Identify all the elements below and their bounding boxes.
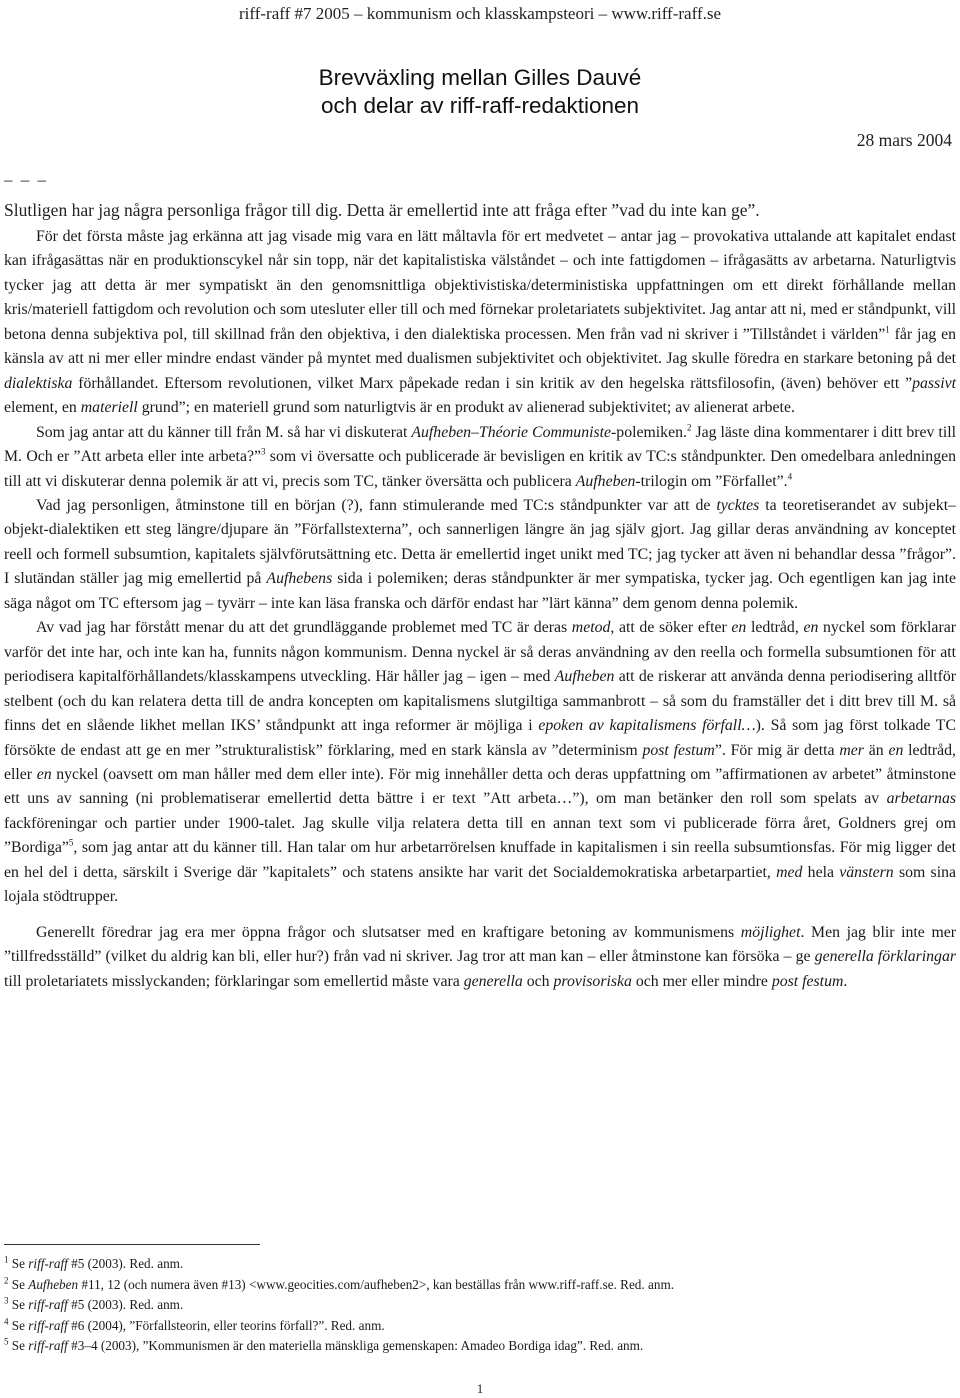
paragraph-5: Generellt föredrar jag era mer öppna frågor och slutsatser med en kraftigare betoning av kommunismens möjlighet. Men jag blir inte mer ”tillfredsställd” (vilket du aldrig kan bli, eller hur?) från vad ni skriver. Jag tror att man kan – eller åtminstone kan försöka – ge generella förklaringar till proletariatets misslyckanden; förklaringar som emellertid måste vara generella och provisoriska och mer eller mindre post festum. xyxy=(4,923,956,990)
opening-line: Slutligen har jag några personliga frågor till dig. Detta är emellertid inte att fråga efter ”vad du inte kan ge”. xyxy=(4,200,760,220)
footnotes xyxy=(4,1254,956,1357)
page-number: 1 xyxy=(476,1381,484,1396)
title-line-2: och delar av riff-raff-redaktionen xyxy=(320,93,640,118)
section-separator: – – – xyxy=(4,170,48,189)
footnote-5: $^5$ Se riff-raff #3–4 (2003), ”Kommunismen är den materiella mänskliga gemenskapen: Amadeo Bordiga idag”. Red. anm. xyxy=(4,1336,644,1354)
letter-date: 28 mars 2004 xyxy=(856,130,952,150)
paragraph-2: Som jag antar att du känner till från M. så har vi diskuterat Aufheben–Théorie Communiste-polemiken.$^2$ Jag läste dina kommentarer i ditt brev till M. Och er ”Att arbeta eller inte arbeta?”$^3$ som vi översatte och publicerade är bevisligen en kritik av TC:s ståndpunkter. Den omedelbara anledningen till att vi diskuterar denna polemik är att vi, precis som TC, tänker översätta och publicera Aufheben-trilogin om ”Förfallet”.$^4$ xyxy=(4,422,956,490)
footnote-2: $^2$ Se Aufheben #11, 12 (och numera även #13) <www.geocities.com/aufheben2>, kan beställas från www.riff-raff.se. Red. anm. xyxy=(4,1275,675,1292)
footnote-ref-1: 1 xyxy=(885,324,890,335)
footnote-ref-3: 3 xyxy=(260,446,266,457)
running-header: riff-raff #7 2005 – kommunism och klasskampsteori – www.riff-raff.se xyxy=(238,4,722,23)
paragraph-1: För det första måste jag erkänna att jag visade mig vara en lätt måltavla för ert medvetet – antar jag – provokativa uttalande att kapitalet endast kan ifrågasättas när en produktionscykel når sin topp, när det kapitalistiska välståndet – och inte fattigdomen – ifrågasätts av arbetarna. Naturligtvis tycker jag att detta är mer sympatiskt än den genomsnittliga objektivistiska/deterministiska uppfattningen om ett direkt förhållande mellan kris/materiell fattigdom och revolution och som utesluter eller till och med förnekar proletariatets subjektivitet. Jag antar att ni, med er ståndpunkt, vill betona denna subjektiva pol, till skillnad från den objektiva, i den dialektiska processen. Men från vad ni skriver i ”Tillståndet i världen”$^1$ får jag en känsla av att ni mer eller mindre endast vänder på myntet med dualismen subjektivitet och objektivitet. Jag skulle föredra en starkare betoning på det dialektiska förhållandet. Eftersom revolutionen, vilket Marx påpekade redan i sin kritik av den hegelska rättsfilosofin, (även) behöver ett ”passivt element, en materiell grund”; en materiell grund som naturligtvis är en produkt av alienerad subjektivitet; av alienerat arbete. xyxy=(4,228,956,417)
footnote-divider xyxy=(4,1244,260,1245)
paragraph-4: Av vad jag har förstått menar du att det grundläggande problemet med TC är deras metod, att de söker efter en ledtråd, en nyckel som förklarar varför det inte har, och inte kan ha, funnits någon kommunism. Denna nyckel är så deras användning av den reella och formella subsumtionen för att periodisera kapitalförhållandets/klasskampens utveckling. Här håller jag – igen – med Aufheben att de riskerar att använda denna periodisering alltför stelbent (och du kan relatera detta till de andra koncepten om kapitalismens slutgiltiga sammanbrott – så som du framställer det i ditt brev till M. så finns det en slående likhet mellan IKS’ ståndpunkt att inga reformer är möjliga i epoken av kapitalismens förfall…). Så som jag först tolkade TC försökte de endast att ge en mer ”strukturalistisk” förklaring, med en stark känsla av ”determinism post festum”. För mig är detta mer än en ledtråd, eller en nyckel (oavsett om man håller med dem eller inte). För mig innehåller detta och deras uppfattning om ”affirmationen av arbetet” åtminstone ett uns av sanning (ni problematiserar emellertid detta bättre i er text ”Att arbeta…”), om man betänker den roll som spelats av arbetarnas fackföreningar och partier under 1900-talet. Jag skulle vilja relatera detta till en annan text som vi publicerade förra året, Goldners grej om ”Bordiga”$^5$, som jag antar att du känner till. Han talar om hur arbetarrörelsen knuffade in kapitalismen i sin reella subsumtionsfas. För mig ligger det en hel del i detta, särskilt i Sverige där ”kapitalets” och statens ansikte har varit det Socialdemokratiska arbetarpartiet, med hela vänstern som sina lojala stödtrupper. xyxy=(4,619,957,906)
paragraph-3: Vad jag personligen, åtminstone till en början (?), fann stimulerande med TC:s ståndpunkter var att de tycktes ta teoretiserandet av subjekt–objekt-dialektiken ett steg längre/djupare än ”Förfallstexterna”, och sannerligen längre än jag själv gjort. Jag gillar deras användning av konceptet reell och formell subsumtion, kapitalets självförutsättning etc. Detta är emellertid inget unikt med TC; jag tycker att även ni behandlar dessa ”frågor”. I slutändan ställer jag mig emellertid på Aufhebens sida i polemiken; deras ståndpunkter är mer sympatiska, tycker jag. Och egentligen kan jag inte säga något om TC eftersom jag – tyvärr – inte kan läsa franska och därför endast har ”lärt känna” dem genom denna polemik. xyxy=(4,496,956,612)
document-title xyxy=(0,64,960,120)
letter-body xyxy=(4,225,956,994)
title-line-1: Brevväxling mellan Gilles Dauvé xyxy=(318,65,642,90)
footnote-3: $^3$ Se riff-raff #5 (2003). Red. anm. xyxy=(4,1295,184,1313)
footnote-ref-5: 5 xyxy=(68,838,74,849)
footnote-ref-4: 4 xyxy=(787,471,793,482)
footnote-ref-2: 2 xyxy=(686,422,692,433)
footnote-4: $^4$ Se riff-raff #6 (2004), ”Förfallsteorin, eller teorins förfall?”. Red. anm. xyxy=(4,1316,385,1333)
footnote-1: $^1$ Se riff-raff #5 (2003). Red. anm. xyxy=(4,1254,184,1271)
